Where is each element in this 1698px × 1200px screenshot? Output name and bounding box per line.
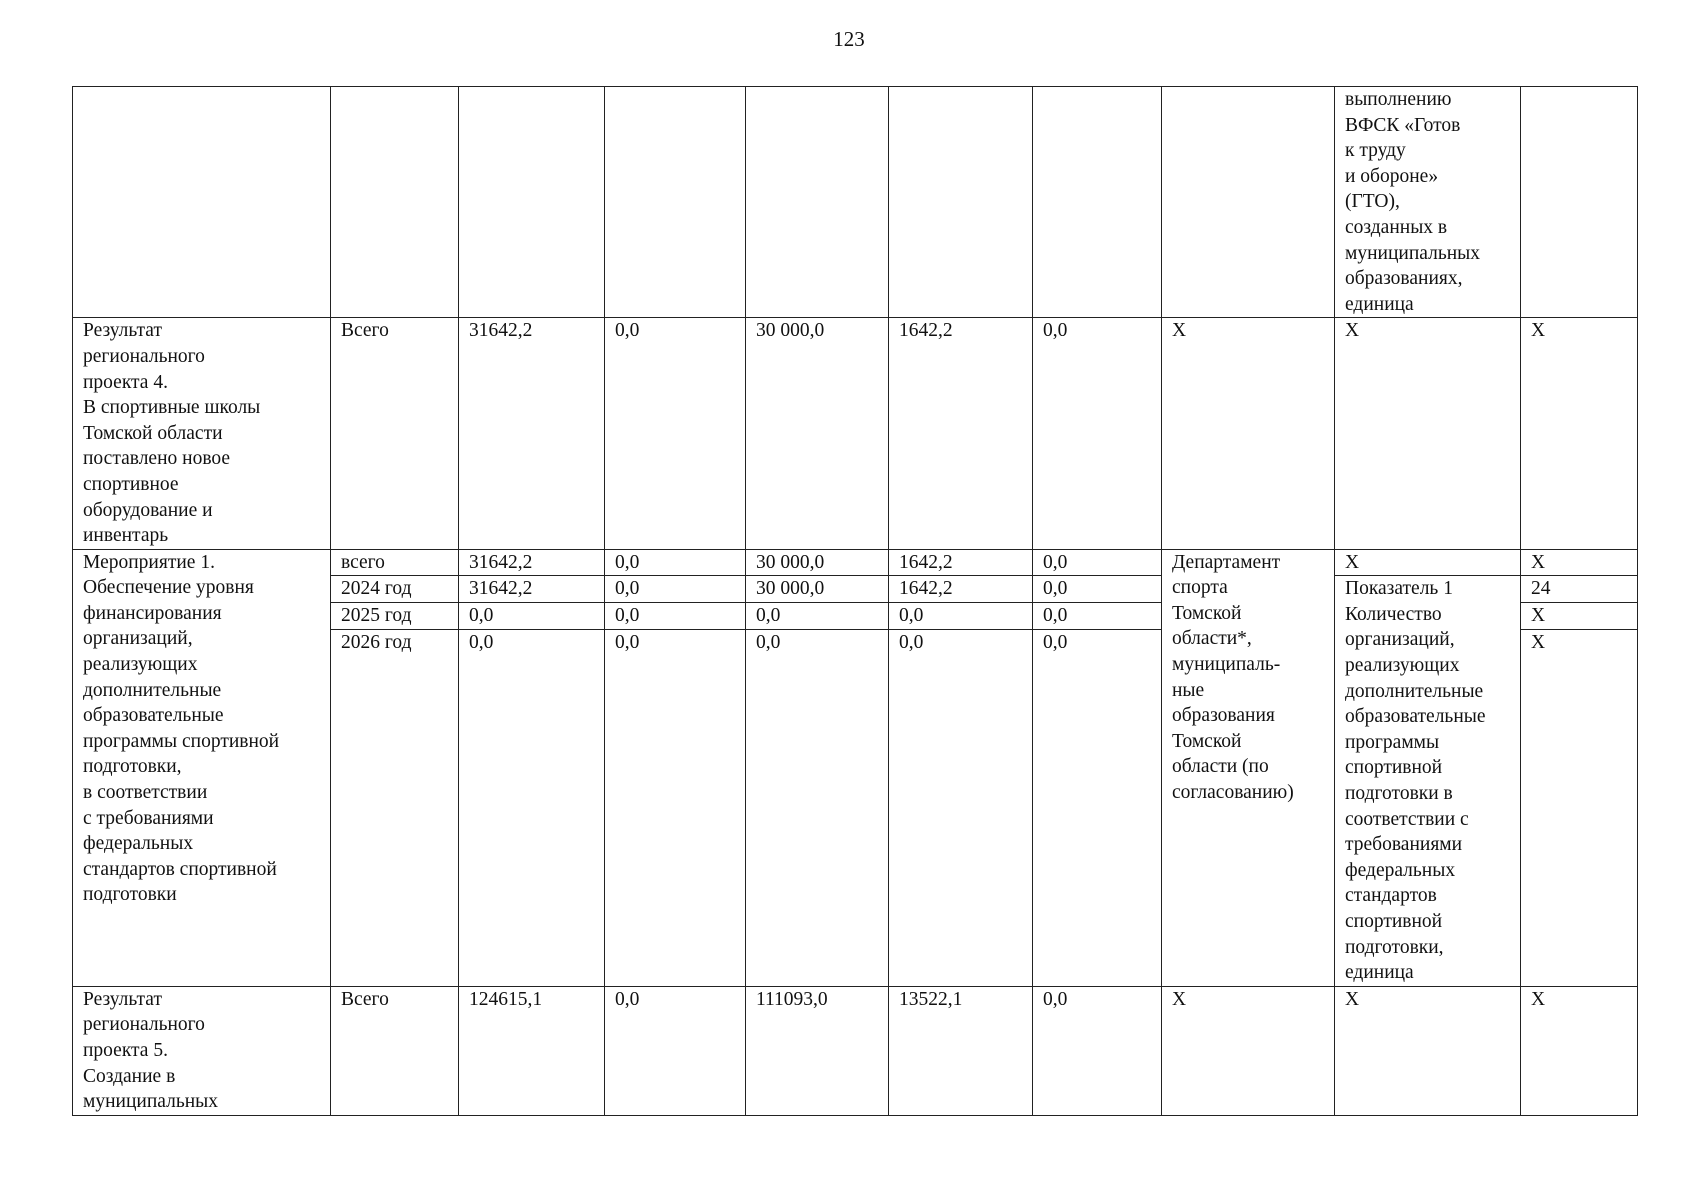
cell-regional: 30 000,0 [746,576,889,603]
table-row-result-4 [73,318,1638,549]
cell-period: Всего [331,318,459,549]
cell-name: Результат регионального проекта 4. В спортивные школы Томской области поставлено новое спортивное оборудование и инвентарь [73,318,331,549]
cell-period: Всего [331,986,459,1115]
cell-extra: 0,0 [1033,629,1162,986]
cell-local: 0,0 [889,602,1033,629]
cell-total: 31642,2 [459,576,605,603]
cell-total: 0,0 [459,602,605,629]
page-number: 123 [833,27,865,51]
table-row-measure-1-total [73,549,1638,576]
cell-indicator: X [1335,986,1521,1115]
cell-total [459,87,605,318]
cell-local: 1642,2 [889,549,1033,576]
cell-federal: 0,0 [605,629,746,986]
cell-executor: X [1162,318,1335,549]
cell-value [1521,87,1638,318]
cell-indicator: Показатель 1 Количество организаций, реализующих дополнительные образовательные программы спортивной подготовки в соответствии с требованиями федеральных стандартов спортивной подготовки, единица [1335,576,1521,987]
cell-regional: 0,0 [746,629,889,986]
cell-value: X [1521,602,1638,629]
cell-regional: 30 000,0 [746,318,889,549]
cell-extra: 0,0 [1033,318,1162,549]
cell-name [73,87,331,318]
cell-federal [605,87,746,318]
cell-federal: 0,0 [605,549,746,576]
cell-period: 2024 год [331,576,459,603]
cell-local [889,87,1033,318]
cell-indicator: X [1335,318,1521,549]
program-table [72,86,1638,1116]
cell-period [331,87,459,318]
cell-name: Результат регионального проекта 5. Создание в муниципальных [73,986,331,1115]
cell-total: 31642,2 [459,549,605,576]
cell-regional [746,87,889,318]
cell-total: 31642,2 [459,318,605,549]
cell-value: X [1521,986,1638,1115]
cell-local: 13522,1 [889,986,1033,1115]
cell-total: 0,0 [459,629,605,986]
cell-local: 1642,2 [889,576,1033,603]
cell-local: 0,0 [889,629,1033,986]
cell-executor [1162,87,1335,318]
cell-value: X [1521,318,1638,549]
cell-extra: 0,0 [1033,986,1162,1115]
table-row-continuation [73,87,1638,318]
cell-extra: 0,0 [1033,602,1162,629]
cell-period: 2026 год [331,629,459,986]
cell-regional: 111093,0 [746,986,889,1115]
cell-name: Мероприятие 1. Обеспечение уровня финансирования организаций, реализующих дополнительные образовательные программы спортивной подготовки, в соответствии с требованиями федеральных стандартов спортивной подготовки [73,549,331,986]
cell-period: 2025 год [331,602,459,629]
cell-federal: 0,0 [605,318,746,549]
cell-federal: 0,0 [605,986,746,1115]
cell-federal: 0,0 [605,576,746,603]
cell-extra [1033,87,1162,318]
cell-extra: 0,0 [1033,576,1162,603]
cell-indicator: X [1335,549,1521,576]
cell-extra: 0,0 [1033,549,1162,576]
cell-period: всего [331,549,459,576]
cell-regional: 0,0 [746,602,889,629]
cell-value: 24 [1521,576,1638,603]
cell-executor: Департамент спорта Томской области*, муниципаль- ные образования Томской области (по согласованию) [1162,549,1335,986]
cell-regional: 30 000,0 [746,549,889,576]
table-row-result-5 [73,986,1638,1115]
cell-value: X [1521,549,1638,576]
cell-indicator: выполнению ВФСК «Готов к труду и обороне» (ГТО), созданных в муниципальных образованиях, единица [1335,87,1521,318]
cell-executor: X [1162,986,1335,1115]
cell-value: X [1521,629,1638,986]
cell-local: 1642,2 [889,318,1033,549]
cell-federal: 0,0 [605,602,746,629]
cell-total: 124615,1 [459,986,605,1115]
